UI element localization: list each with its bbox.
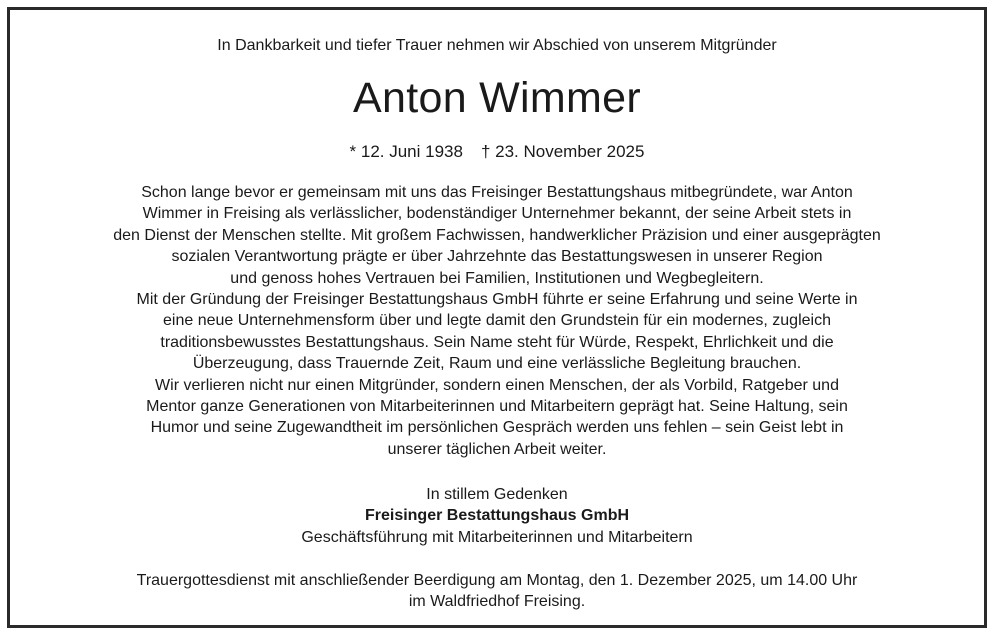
staff-text: Geschäftsführung mit Mitarbeiterinnen und Mitarbeitern	[301, 528, 693, 546]
tribute-text	[10, 182, 984, 460]
obituary-notice	[7, 7, 987, 628]
company-name: Freisinger Bestattungshaus GmbH	[364, 507, 630, 525]
tribute-line: eine neue Unternehmensform über und legte damit den Grundstein für ein modernes, zugleich	[163, 312, 831, 330]
service-line: im Waldfriedhof Freising.	[408, 593, 586, 611]
tribute-line: Mentor ganze Generationen von Mitarbeiterinnen und Mitarbeitern geprägt hat. Seine Haltung, sein	[146, 398, 848, 416]
service-info	[10, 570, 984, 613]
tribute-line: und genoss hohes Vertrauen bei Familien, Institutionen und Wegbegleitern.	[230, 269, 764, 287]
tribute-line: den Dienst der Menschen stellte. Mit großem Fachwissen, handwerklicher Präzision und einer ausgeprägten	[113, 226, 881, 244]
intro-text: In Dankbarkeit und tiefer Trauer nehmen wir Abschied von unserem Mitgründer	[217, 37, 777, 54]
tribute-line: Wir verlieren nicht nur einen Mitgründer, sondern einen Menschen, der als Vorbild, Ratgeber und	[155, 376, 839, 394]
death-date: † 23. November 2025	[480, 142, 645, 161]
tribute-line: Wimmer in Freising als verlässlicher, bodenständiger Unternehmer bekannt, der seine Arbeit stets in	[142, 205, 852, 223]
service-line: Trauergottesdienst mit anschließender Beerdigung am Montag, den 1. Dezember 2025, um 14.00 Uhr	[136, 572, 858, 589]
remembrance-text: In stillem Gedenken	[426, 486, 568, 503]
tribute-line: traditionsbewusstes Bestattungshaus. Sein Name steht für Würde, Respekt, Ehrlichkeit und die	[160, 333, 834, 351]
tribute-line: Überzeugung, dass Trauernde Zeit, Raum und eine verlässliche Begleitung brauchen.	[192, 355, 802, 373]
tribute-line: Humor und seine Zugewandtheit im persönlichen Gespräch werden uns fehlen – sein Geist lebt in	[150, 419, 844, 437]
birth-date: * 12. Juni 1938	[349, 142, 463, 161]
tribute-line: Mit der Gründung der Freisinger Bestattungshaus GmbH führte er seine Erfahrung und seine Werte in	[136, 291, 858, 309]
life-dates	[10, 141, 984, 163]
tribute-line: sozialen Verantwortung prägte er über Jahrzehnte das Bestattungswesen in unserer Region	[171, 248, 823, 266]
closing-block	[10, 484, 984, 548]
tribute-line: Schon lange bevor er gemeinsam mit uns das Freisinger Bestattungshaus mitbegründete, war Anton	[141, 184, 853, 201]
deceased-name: Anton Wimmer	[353, 74, 641, 122]
tribute-line: unserer täglichen Arbeit weiter.	[387, 440, 607, 458]
